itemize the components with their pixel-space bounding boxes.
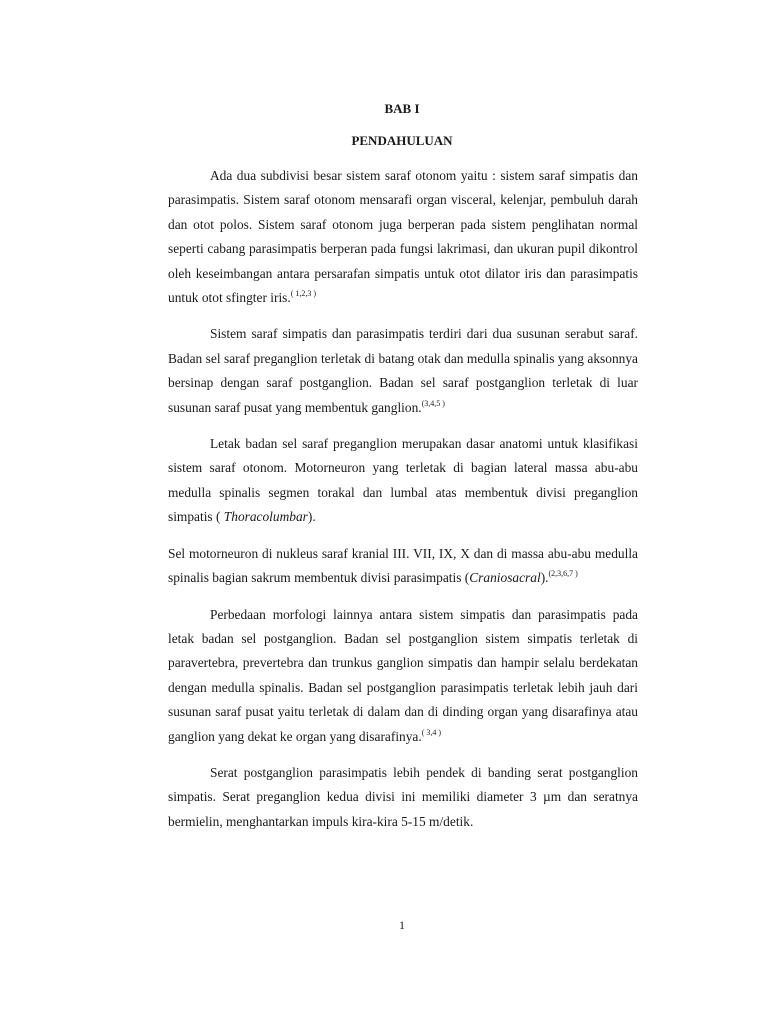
citation: (3,4,5 ) [421,398,445,408]
paragraph-1-text: Ada dua subdivisi besar sistem saraf otonom yaitu : sistem saraf simpatis dan parasimpatis. Sistem saraf otonom mensarafi organ visceral, kelenjar, pembuluh darah dan otot polos. Sistem saraf otonom juga berperan pada sistem penglihatan normal seperti cabang parasimpatis berperan pada fungsi lakrimasi, dan ukuran pupil dikontrol oleh keseimbangan antara persarafan simpatis untuk otot dilator iris dan parasimpatis untuk otot sfingter iris. [168,168,638,306]
paragraph-1 [168,164,638,310]
paragraph-5 [168,603,638,749]
paragraph-4-text: Sel motorneuron di nukleus saraf kranial III. VII, IX, X dan di massa abu-abu medulla spinalis bagian sakrum membentuk divisi parasimpatis ( [168,545,638,586]
paragraph-6-text: Serat postganglion parasimpatis lebih pendek di banding serat postganglion simpatis. Serat preganglion kedua divisi ini memiliki diameter 3 µm dan seratnya bermielin, menghantarkan impuls kira-kira 5-15 m/detik. [168,764,638,829]
paragraph-3-end: ). [307,509,316,525]
citation: ( 3,4 ) [421,727,442,737]
citation: (2,3,6,7 ) [548,569,578,579]
paragraph-3-text: Letak badan sel saraf preganglion merupakan dasar anatomi untuk klasifikasi sistem saraf otonom. Motorneuron yang terletak di bagian lateral massa abu-abu medulla spinalis segmen torakal dan lumbal atas membentuk divisi preganglion simpatis ( [168,436,638,525]
paragraph-4 [168,542,638,591]
italic-term: Craniosacral [469,570,541,586]
page-number: 1 [399,918,405,932]
paragraph-2-text: Sistem saraf simpatis dan parasimpatis terdiri dari dua susunan serabut saraf. Badan sel saraf preganglion terletak di batang otak dan medulla spinalis yang aksonnya bersinap dengan saraf postganglion. Badan sel saraf postganglion terletak di luar susunan saraf pusat yang membentuk ganglion. [168,326,638,415]
paragraph-3 [168,432,638,530]
paragraph-4-end: ). [540,570,549,586]
body-text [168,164,638,834]
paragraph-6 [168,761,638,834]
paragraph-5-text: Perbedaan morfologi lainnya antara sistem simpatis dan parasimpatis pada letak badan sel postganglion. Badan sel postganglion sistem simpatis terletak di paravertebra, prevertebra dan trunkus ganglion simpatis dan hampir selalu berdekatan dengan medulla spinalis. Badan sel postganglion parasimpatis terletak lebih jauh dari susunan saraf pusat yaitu terletak di dalam dan di dinding organ yang disarafinya atau ganglion yang dekat ke organ yang disarafinya. [168,606,638,744]
chapter-heading: BAB I [384,101,420,116]
italic-term: Thoracolumbar [223,509,308,525]
chapter-title: PENDAHULUAN [351,133,453,148]
paragraph-2 [168,322,638,420]
citation: ( 1,2,3 ) [290,289,317,299]
